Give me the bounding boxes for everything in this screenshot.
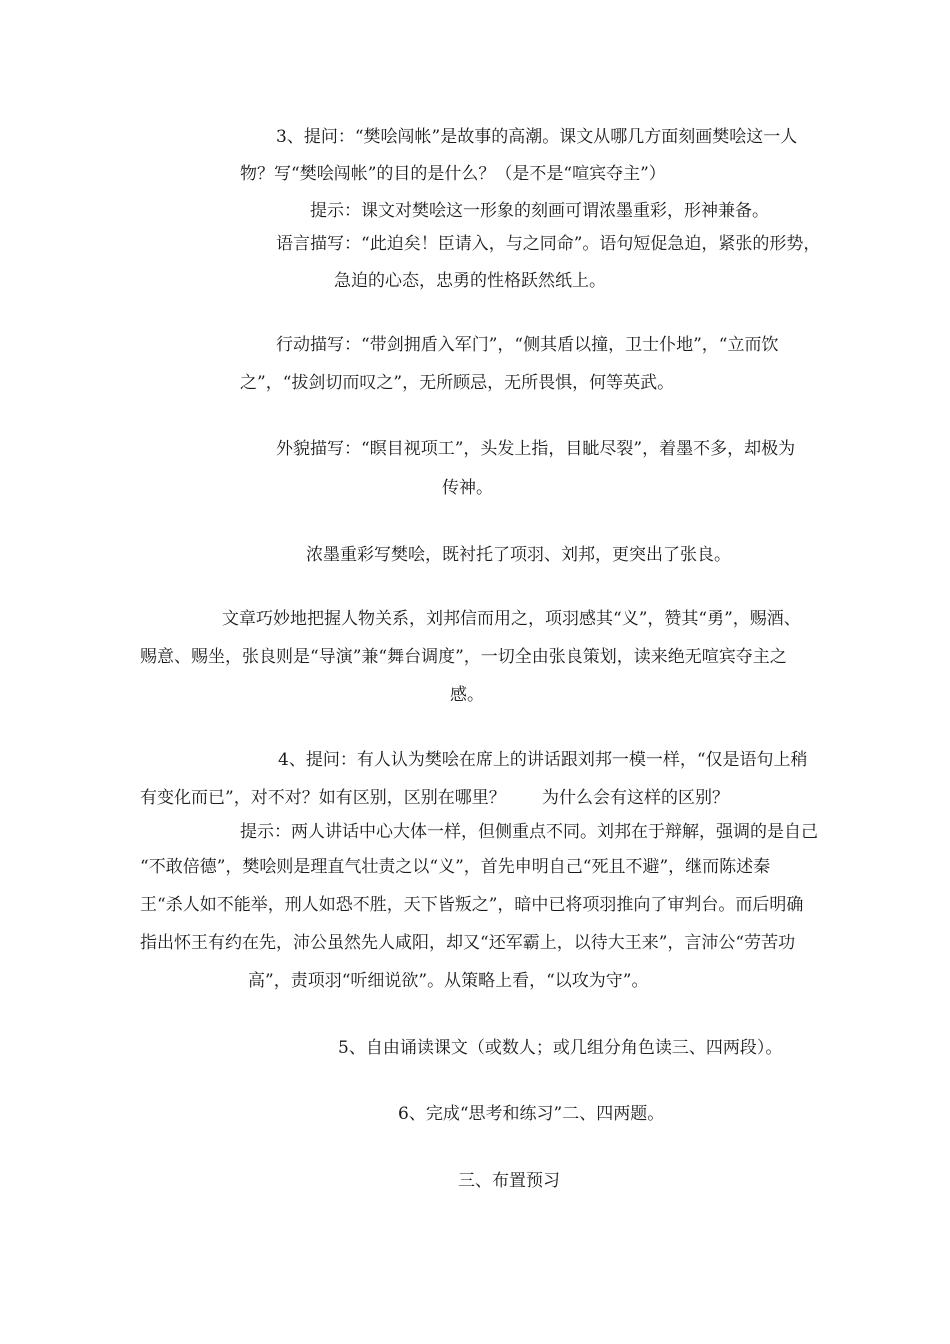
q3-relation-line3: 感。 [450, 685, 484, 705]
q4-hint-line3: 王“杀人如不能举，刑人如恐不胜，天下皆叛之”，暗中已将项羽推向了审判台。而后明确 [140, 895, 804, 915]
section-heading: 三、布置预习 [458, 1171, 560, 1191]
q4-question-line2-tail: 为什么会有这样的区别？ [542, 788, 729, 808]
q4-hint-line4: 指出怀王有约在先，沛公虽然先人咸阳，却又“还军霸上，以待大王来”，言沛公“劳苦功 [140, 933, 796, 953]
q5-item: 5、自由诵读课文（或数人；或几组分角色读三、四两段）。 [338, 1038, 783, 1058]
q3-appearance-line2: 传神。 [442, 478, 493, 498]
q3-language-line2: 急迫的心态，忠勇的性格跃然纸上。 [334, 271, 606, 291]
q3-action-line1: 行动描写：“带剑拥盾入军门”，“侧其盾以撞，卫士仆地”，“立而饮 [276, 335, 779, 355]
q4-question-line1: 4、提问：有人认为樊哙在席上的讲话跟刘邦一模一样，“仅是语句上稍 [278, 750, 808, 770]
q3-language-line1: 语言描写：“此迫矣！臣请入，与之同命”。语句短促急迫，紧张的形势， [276, 234, 821, 254]
q3-relation-line1: 文章巧妙地把握人物关系，刘邦信而用之，项羽感其“义”，赞其“勇”，赐酒、 [222, 609, 801, 629]
q6-item: 6、完成“思考和练习”二、四两题。 [398, 1104, 665, 1124]
q4-hint-line2: “不敢倍德”，樊哙则是理直气壮责之以“义”，首先申明自己“死且不避”，继而陈述秦 [140, 857, 771, 877]
q4-question-line2: 有变化而已”，对不对？如有区别，区别在哪里？ [140, 788, 506, 808]
q3-action-line2: 之”，“拔剑切而叹之”，无所顾忌，无所畏惧，何等英武。 [240, 373, 675, 393]
q3-hint: 提示：课文对樊哙这一形象的刻画可谓浓墨重彩，形神兼备。 [310, 201, 769, 221]
q3-appearance-line1: 外貌描写：“瞑目视项工”，头发上指，目眦尽裂”，着墨不多，却极为 [276, 439, 796, 459]
q3-summary: 浓墨重彩写樊哙，既衬托了项羽、刘邦，更突出了张良。 [306, 545, 731, 565]
q3-question-line1: 3、提问：“樊哙闯帐”是故事的高潮。课文从哪几方面刻画樊哙这一人 [276, 127, 798, 147]
q3-relation-line2: 赐意、赐坐，张良则是“导演”兼“舞台调度”，一切全由张良策划，读来绝无喧宾夺主之 [140, 647, 787, 667]
q3-question-line2: 物？写“樊哙闯帐”的目的是什么？（是不是“喧宾夺主”） [240, 164, 666, 184]
q4-hint-line1: 提示：两人讲话中心大体一样，但侧重点不同。刘邦在于辩解，强调的是自己 [240, 822, 818, 842]
q4-hint-line5: 高”，责项羽“听细说欲”。从策略上看，“以攻为守”。 [248, 971, 649, 991]
